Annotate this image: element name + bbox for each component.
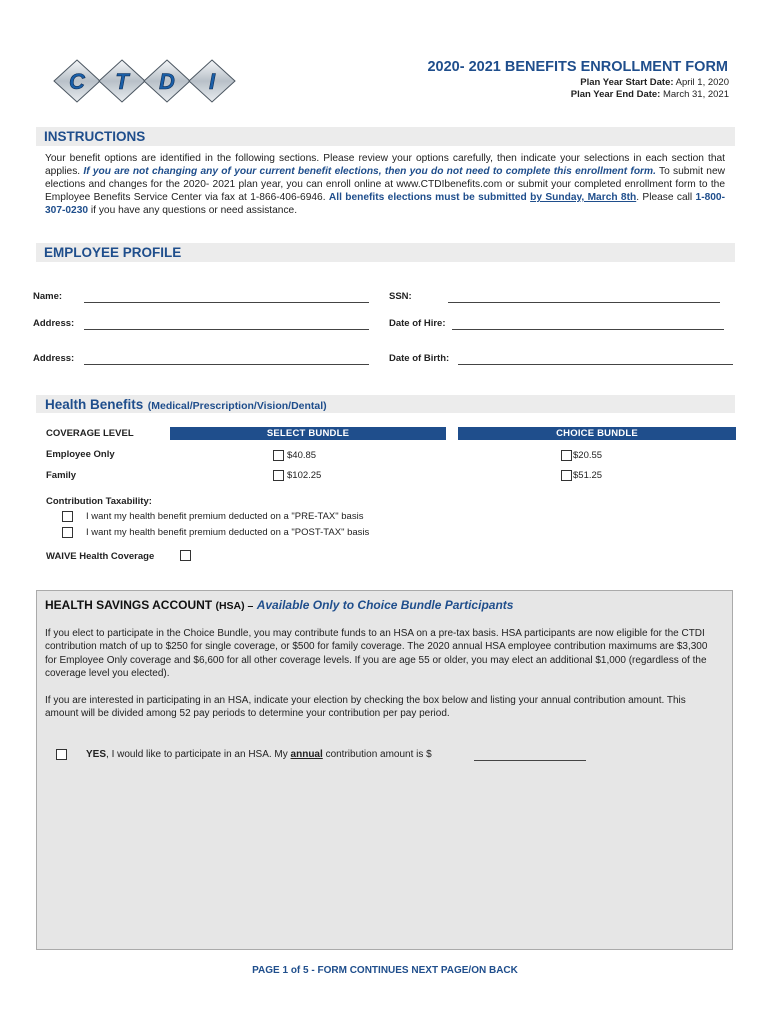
posttax-checkbox[interactable] xyxy=(62,527,73,538)
start-value: April 1, 2020 xyxy=(675,77,729,88)
ssn-field[interactable] xyxy=(448,302,720,303)
hsa-amount-field[interactable] xyxy=(474,760,586,761)
hsa-title xyxy=(45,598,513,612)
select-employee-only-checkbox[interactable] xyxy=(273,450,284,461)
address-field[interactable] xyxy=(84,329,369,330)
coverage-level-label: COVERAGE LEVEL xyxy=(46,428,134,439)
instructions-text xyxy=(45,152,725,217)
ctdi-logo xyxy=(52,56,252,106)
logo-letter: C xyxy=(69,69,85,94)
choice-employee-only-price: $20.55 xyxy=(573,450,603,461)
form-title: 2020- 2021 BENEFITS ENROLLMENT FORM xyxy=(427,59,728,75)
hsa-yes-line xyxy=(86,749,432,760)
hsa-paragraph-1: If you elect to participate in the Choice Bundle, you may contribute funds to an HSA on a pre-tax basis. HSA participants are now eligible for the CTDI contribution match of up to $250 for single coverage, or $500 for family coverage. The 2020 annual HSA employee contribution maximums are $3,300 for Employee Only coverage and $6,600 for all other coverage levels. If you are age 55 or older, you may elect an additional $1,000 (regardless of the coverage level you elected). xyxy=(45,628,708,680)
choice-family-checkbox[interactable] xyxy=(561,470,572,481)
hsa-paragraph-2: If you are interested in participating in an HSA, indicate your election by checking the box below and listing your annual contribution amount. This amount will be divided among 52 pay periods to determine your contribution per pay period. xyxy=(45,695,686,720)
waive-checkbox[interactable] xyxy=(180,550,191,561)
hsa-yes-checkbox[interactable] xyxy=(56,749,67,760)
instructions-p3a: . Please call xyxy=(636,192,693,203)
profile-heading: EMPLOYEE PROFILE xyxy=(44,245,182,260)
hsa-title-abbr: (HSA) – xyxy=(215,600,254,612)
logo-letter: D xyxy=(159,69,175,94)
health-heading-sub: (Medical/Prescription/Vision/Dental) xyxy=(147,400,327,412)
hire-date-field[interactable] xyxy=(452,329,724,330)
select-bundle-header: SELECT BUNDLE xyxy=(170,427,446,440)
plan-year-start xyxy=(580,77,729,88)
start-label: Plan Year Start Date: xyxy=(580,77,674,88)
name-field[interactable] xyxy=(84,302,369,303)
choice-employee-only-checkbox[interactable] xyxy=(561,450,572,461)
pretax-label: I want my health benefit premium deducted on a "PRE-TAX" basis xyxy=(86,511,364,522)
hsa-yes-text2: contribution amount is $ xyxy=(325,749,432,760)
choice-family-price: $51.25 xyxy=(573,470,603,481)
pretax-checkbox[interactable] xyxy=(62,511,73,522)
name-label: Name: xyxy=(33,291,63,302)
logo-letter: I xyxy=(208,69,216,94)
page-footer: PAGE 1 of 5 - FORM CONTINUES NEXT PAGE/ON BACK xyxy=(252,965,518,976)
waive-label: WAIVE Health Coverage xyxy=(46,551,155,562)
select-family-price: $102.25 xyxy=(287,470,322,481)
taxability-label: Contribution Taxability: xyxy=(46,496,152,507)
phone-number: 1-800-307-0230 xyxy=(45,192,725,216)
instructions-p1-emphasis: If you are not changing any of your current benefit elections, then you do not need to complete this enrollment form. xyxy=(83,166,656,177)
address2-label: Address: xyxy=(33,353,75,364)
hire-date-label: Date of Hire: xyxy=(389,318,446,329)
posttax-label: I want my health benefit premium deducted on a "POST-TAX" basis xyxy=(86,527,370,538)
deadline: by Sunday, March 8th xyxy=(530,192,637,203)
select-family-checkbox[interactable] xyxy=(273,470,284,481)
coverage-family: Family xyxy=(46,470,77,481)
hsa-yes-text: , I would like to participate in an HSA. My xyxy=(106,749,288,760)
select-employee-only-price: $40.85 xyxy=(287,450,317,461)
instructions-p2: To submit new elections and changes for the 2020- 2021 plan year, you can enroll online at www.CTDIbenefits.com or submit your completed enrollment form to the Employee Benefits Service Center via fax at 1-866-406-6946. xyxy=(45,166,725,203)
instructions-p1: Your benefit options are identified in the following sections. Please review your options carefully, then indicate your selections in each section that applies. xyxy=(45,153,725,177)
birth-date-field[interactable] xyxy=(458,364,733,365)
address-label: Address: xyxy=(33,318,75,329)
instructions-p2-emphasis: All benefits elections must be submitted xyxy=(328,192,527,203)
health-heading-main: Health Benefits xyxy=(45,397,144,412)
plan-year-end xyxy=(571,89,729,100)
hsa-annual: annual xyxy=(290,749,323,760)
hsa-title-main: HEALTH SAVINGS ACCOUNT xyxy=(45,598,213,612)
end-value: March 31, 2021 xyxy=(662,89,729,100)
choice-bundle-header: CHOICE BUNDLE xyxy=(458,427,736,440)
end-label: Plan Year End Date: xyxy=(570,89,661,100)
address2-field[interactable] xyxy=(84,364,369,365)
coverage-employee-only: Employee Only xyxy=(46,449,115,460)
ssn-label: SSN: xyxy=(389,291,412,302)
instructions-heading: INSTRUCTIONS xyxy=(44,129,146,144)
hsa-yes: YES xyxy=(86,749,107,760)
logo-letter: T xyxy=(115,69,129,94)
health-heading xyxy=(45,396,327,414)
birth-date-label: Date of Birth: xyxy=(389,353,450,364)
hsa-title-note: Available Only to Choice Bundle Participants xyxy=(256,598,514,612)
instructions-p3b: if you have any questions or need assistance. xyxy=(90,205,298,216)
